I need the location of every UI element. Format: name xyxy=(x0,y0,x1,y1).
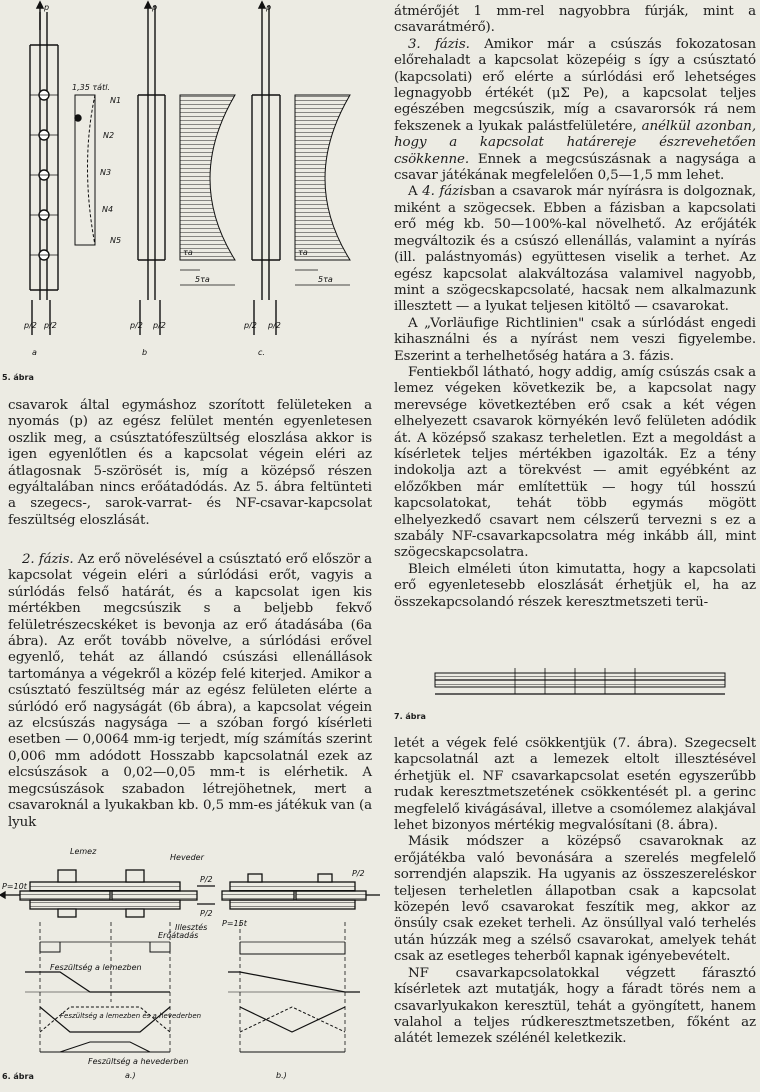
paragraph: A 4. fázisban a csavarok már nyírásra is dolgoznak, miként a szögecsek. Ebben a fázisban a kapcsolati erő még kb. 50—100%-kal növelhető. Az erőjáték megváltozik és a csúszó ellenállás, valamint a nyírás (ill. palástnyomás) együttesen viselik a terhet. Az egész kapcsolat alakváltozása valamivel nagyobb, mint a szögecskapcsolaté, hacsak nem alkalmazunk illesztett — a lyukat teljesen kitöltő — csavarokat. xyxy=(394,184,757,315)
fig5-sub-c: c. xyxy=(258,348,265,357)
fig5-p2-c1: p/2 xyxy=(244,321,257,330)
fig6-fesz-lemez: Feszültség a lemezben xyxy=(50,963,142,972)
paragraph: NF csavarkapcsolatokkal végzett fárasztó kísérletek azt mutatják, hogy a fáradt törés nem a csavarlyukakon keresztül, tehát a gyöngített, hanem valahol a teljes rúdkeresztmetszetben, főként az alátét lemezek szélénél keletkezik. xyxy=(394,965,756,1047)
figure-5b xyxy=(138,2,235,335)
fig6-illesztes: Illesztés xyxy=(175,923,208,932)
fig5-n2: N2 xyxy=(103,131,115,140)
fig6-lemez: Lemez xyxy=(70,847,97,856)
fig5-ta-c: τa xyxy=(298,248,308,257)
fig5-p-a: p xyxy=(44,3,50,12)
fig6-p10: P=10t xyxy=(2,882,27,891)
fig5-p2-c2: p/2 xyxy=(268,321,281,330)
fig5-p2-b1: p/2 xyxy=(130,321,143,330)
fig5-dim: 1,35 τátl. xyxy=(72,83,110,92)
fig5-sub-b: b xyxy=(142,348,148,357)
paragraph: Fentiekből látható, hogy addig, amíg csúszás csak a lemez végeken következik be, a kapcsolat nagy merevsége következtében erő csak a két végen elhelyezett csavarok környékén levő felületen adódik át. A középső szakasz terheletlen. Ezt a megoldást a kísérletek teljes mértékben igazolták. Ez a tény indokolja azt a törekvést — amit egyébként az előzőkben már említettük — hogy túl hosszú kapcsolatokat, tehát több egymás mögött elhelyezkedő csavart nem célszerű tervezni s ez a szabály NF-csavarkapcsolatra még inkább áll, mint szögecskapcsolatra. xyxy=(394,364,756,561)
fig6-fesz-heveder: Feszültség a hevederben xyxy=(88,1057,189,1066)
fig5-n4: N4 xyxy=(102,205,114,214)
fig6-fesz-mindketto: Feszültség a lemezben és a hevederben xyxy=(60,1012,202,1020)
paragraph: 2. fázis. Az erő növelésével a csúsztató erő először a kapcsolat végein eléri a súrlódási erőt, vagyis a súrlódás felső határát, és a kapcsolat igen kis mértékben megcsúszik s a beljebb fekvő felületrészecskéket is bevonja az erő átadásába (6a ábra). Az erőt tovább növelve, a súrlódási erővel egyenlő, tehát az állandó csúszási ellenállások tartománya a végekről a közép felé kiterjed. Amikor a csúsztató feszültség már az egész felületen elérte a súrlódó erő nagyságát (6b ábra), a kapcsolat végein az elcsúszás nagysága — a szóban forgó kísérleti esetben — 0,0064 mm-ig terjedt, míg számítás szerint 0,006 mm adódott Hosszabb kapcsolatnál ezek az elcsúszások a 0,02—0,05 mm-t is elérhetik. A megcsúszások szabadon létrejöhetnek, mert a csavaroknál a lyukakban kb. 0,5 mm-es játékuk van (a lyuk xyxy=(8,552,373,830)
phase-3-label: 3. fázis. xyxy=(408,36,470,52)
paragraph: Bleich elméleti úton kimutatta, hogy a kapcsolati erő egyenletesebb eloszlását érhetjük el, ha az összekapcsolandó részek keresztmetszeti terü- xyxy=(394,561,756,610)
right-text-upper xyxy=(394,4,756,611)
fig5-p2-a1: p/2 xyxy=(24,321,37,330)
fig5-n5: N5 xyxy=(110,236,122,245)
fig6-p2c: P/2 xyxy=(352,869,365,878)
figure-6-caption: 6. ábra xyxy=(2,1072,34,1081)
paragraph: 3. fázis. Amikor már a csúszás fokozatosan előrehaladt a kapcsolat közepéig s így a csúsztató (kapcsolati) erő elérte a súrlódási erő lehetséges legnagyobb értékét (μΣ Pe), a kapcsolat teljes egészében megcsúszik, míg a csavarorsók rá nem fekszenek a lyukak palástfelületére, anélkül azonban, hogy a kapcsolat határereje észrevehetően csökkenne. Ennek a megcsúszásnak a nagysága a csavar játékának megfelelően 0,5—1,5 mm lehet. xyxy=(394,36,756,184)
fig6-eroatadas: Erőátadás xyxy=(158,931,199,940)
paragraph: A „Vorläufige Richtlinien" csak a súrlódást engedi kihasználni és a nyírást nem veszi figyelembe. Eszerint a terhelhetőség határa a 3. fázis. xyxy=(394,315,756,364)
paragraph: átmérőjét 1 mm-rel nagyobbra fúrják, mint a csavarátmérő). xyxy=(394,4,756,36)
fig5-p-c: p xyxy=(266,3,272,12)
fig6-sub-b: b.) xyxy=(276,1071,287,1080)
fig5-5ta-b: 5τa xyxy=(195,275,210,284)
fig5-ta-b: τa xyxy=(183,248,193,257)
figure-6 xyxy=(0,842,385,1082)
paragraph: csavarok által egymáshoz szorított felületeken a nyomás (p) az egész felület mentén egyenletesen oszlik meg, a csúsztatófeszültség eloszlása akkor is igen egyenlőtlen és a kapcsolat végein eléri az átlagosnak 5-szörösét is, míg a középső részen egyáltalában nincs erőátadódás. Az 5. ábra feltünteti a szegecs-, sarok-varrat- és NF-csavar-kapcsolat feszültség eloszlását. xyxy=(8,398,372,528)
figure-5-caption: 5. ábra xyxy=(2,373,34,382)
paragraph: letét a végek felé csökkentjük (7. ábra). Szegecselt kapcsolatnál azt a lemezek eltolt illesztésével érhetjük el. NF csavarkapcsolat esetén egyszerűbb rudak keresztmetszetének csökkentését pl. a gerinc megfelelő kivágásával, illetve a csomólemez alakjával lehet bizonyos mértékig megvalósítani (8. ábra). xyxy=(394,736,756,834)
fig5-n1: N1 xyxy=(110,96,122,105)
fig6-p2a: P/2 xyxy=(200,875,213,884)
paragraph: Másik módszer a középső csavaroknak az erőjátékba való bevonására a szerelés megfelelő sorrendjén alapszik. Ha ugyanis az összeszereléskor teljesen terheletlen állapotban csak a kapcsolat közepén levő csavarokat feszítik meg, akkor az önsúly csak ezeket terheli. Az önsúllyal való terhelés után húzzák meg a szélső csavarokat, amelyek tehát csak az esetleges teherből kapnak igényebevételt. xyxy=(394,834,756,965)
fig5-p2-b2: p/2 xyxy=(153,321,166,330)
left-text-upper xyxy=(8,398,372,529)
left-text-phase2 xyxy=(8,552,372,831)
fig6-p15: P=15t xyxy=(222,919,247,928)
figure-5c xyxy=(252,2,350,335)
figure-7-caption: 7. ábra xyxy=(394,712,426,721)
fig6-p2b: P/2 xyxy=(200,909,213,918)
fig6-heveder: Heveder xyxy=(170,853,204,862)
fig5-p2-a2: p/2 xyxy=(44,321,57,330)
figure-5 xyxy=(0,0,385,370)
fig5-p-b: p xyxy=(152,3,158,12)
fig5-5ta-c: 5τa xyxy=(318,275,333,284)
figure-7 xyxy=(430,668,730,708)
phase-2-label: 2. fázis. xyxy=(22,552,74,567)
fig5-n3: N3 xyxy=(100,168,112,177)
fig5-sub-a: a xyxy=(32,348,37,357)
right-text-lower xyxy=(394,736,756,1048)
figure-5a xyxy=(30,2,95,335)
phase-4-label: 4. fázis xyxy=(422,184,471,200)
fig6-sub-a: a.) xyxy=(125,1071,136,1080)
